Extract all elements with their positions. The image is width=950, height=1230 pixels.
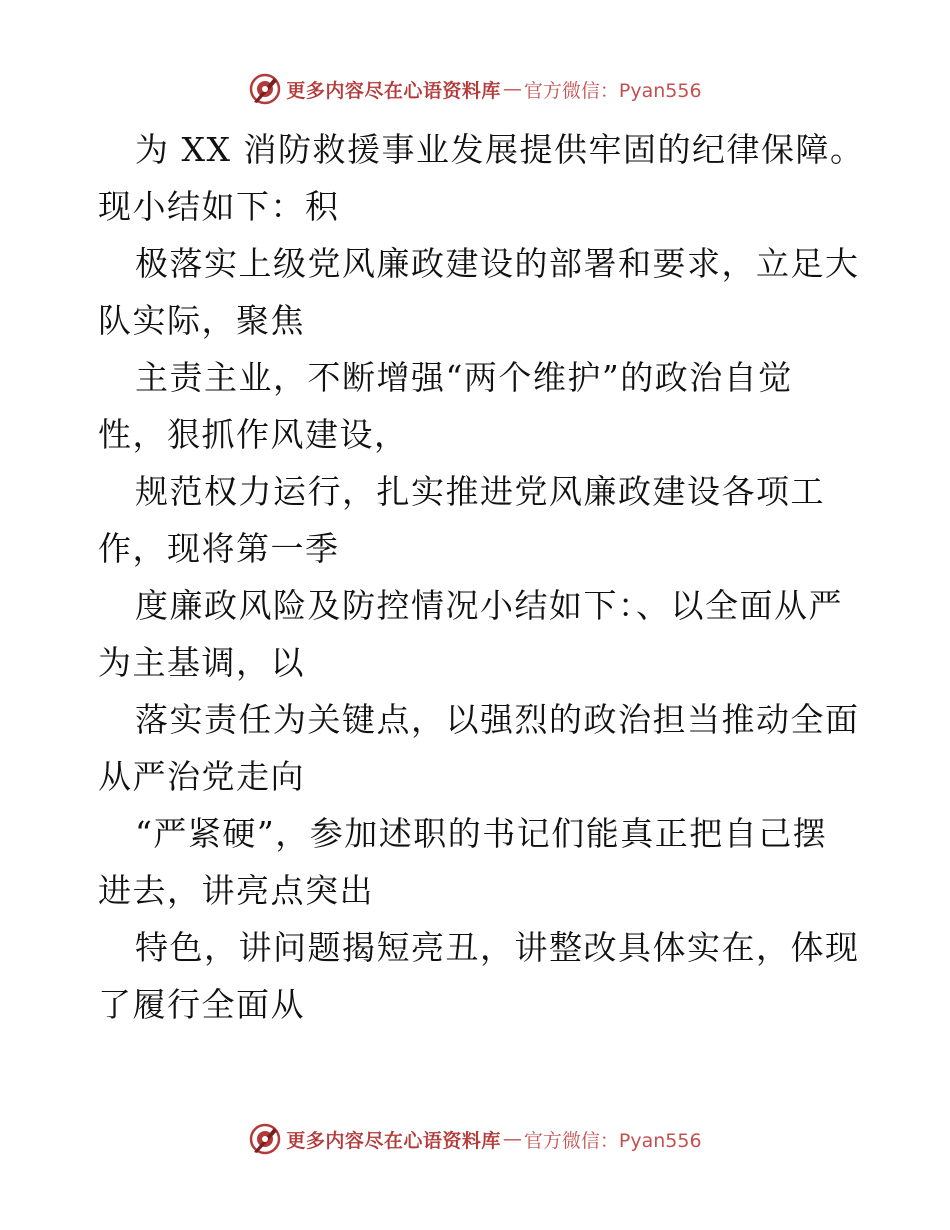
paragraph (98, 463, 878, 577)
text-line: 极落实上级党风廉政建设的部署和要求，立足大 (135, 244, 860, 283)
banner-separator: — (502, 1128, 522, 1150)
quill-logo-icon (248, 1122, 282, 1156)
document-body (98, 121, 878, 1033)
text-line: 从严治党走向 (98, 757, 305, 796)
paragraph (98, 349, 878, 463)
text-line: 规范权力运行，扎实推进党风廉政建设各项工 (135, 472, 825, 511)
text-line: 主责主业，不断增强“两个维护”的政治自觉 (135, 358, 793, 397)
text-line: 进去，讲亮点突出 (98, 871, 374, 910)
text-line: 为 XX 消防救援事业发展提供牢固的纪律保障。 (135, 130, 865, 169)
banner-brand: 更多内容尽在心语资料库 (286, 79, 501, 102)
banner-separator: — (502, 78, 522, 100)
paragraph (98, 805, 878, 919)
text-line: 现小结如下：积 (98, 187, 340, 226)
paragraph (98, 235, 878, 349)
header-banner (0, 72, 950, 106)
text-line: 落实责任为关键点，以强烈的政治担当推动全面 (135, 700, 860, 739)
banner-wechat: 官方微信：Pyan556 (523, 79, 702, 102)
quill-logo-icon (248, 72, 282, 106)
text-line: 性，狠抓作风建设， (98, 415, 409, 454)
paragraph (98, 121, 878, 235)
text-line: 队实际，聚焦 (98, 301, 305, 340)
text-line: 作，现将第一季 (98, 529, 340, 568)
text-line: 了履行全面从 (98, 985, 305, 1024)
paragraph (98, 691, 878, 805)
paragraph (98, 919, 878, 1033)
text-line: “严紧硬”，参加述职的书记们能真正把自己摆 (135, 814, 828, 853)
banner-wechat: 官方微信：Pyan556 (523, 1129, 702, 1152)
banner-brand: 更多内容尽在心语资料库 (286, 1129, 501, 1152)
footer-banner (0, 1122, 950, 1156)
paragraph (98, 577, 878, 691)
text-line: 度廉政风险及防控情况小结如下：、以全面从严 (135, 586, 843, 625)
text-line: 特色，讲问题揭短亮丑，讲整改具体实在，体现 (135, 928, 860, 967)
text-line: 为主基调，以 (98, 643, 305, 682)
